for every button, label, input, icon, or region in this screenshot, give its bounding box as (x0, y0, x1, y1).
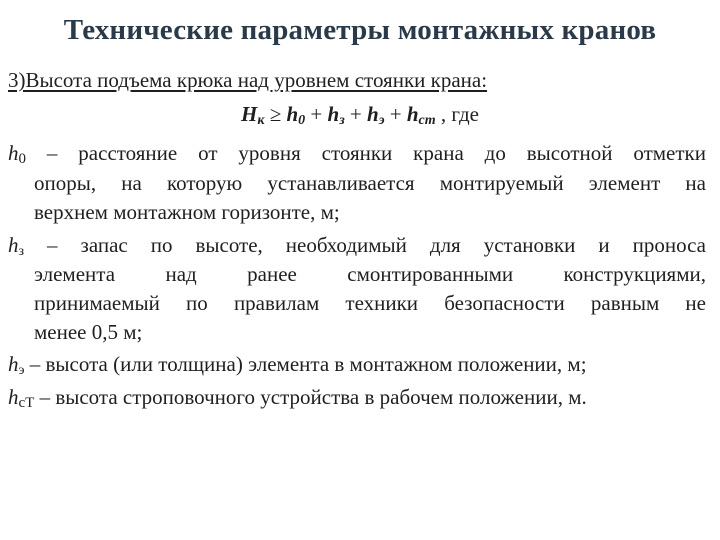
definition-hz-line-2: элемента над ранее смонтированными конструкциями, (34, 262, 706, 286)
definition-h0-text: – расстояние от уровня стоянки крана до высотной отметки (46, 141, 706, 165)
formula-term-he: h (367, 102, 379, 126)
formula-H: H (241, 102, 258, 126)
formula-term-he-subscript: э (378, 113, 385, 128)
formula-term-h0: h (286, 102, 299, 126)
definition-h0-line-1 (8, 141, 706, 168)
definition-h0-line-2: опоры, на которую устанавливается монтируемый элемент на (34, 171, 706, 195)
definition-hst-text: – высота строповочного устройства в рабочем положении, м. (39, 385, 587, 409)
definition-he-text: – высота (или толщина) элемента в монтажном положении, м; (29, 352, 587, 376)
formula-H-subscript: к (257, 113, 265, 128)
definition-he-symbol: h (8, 352, 19, 376)
formula-term-h0-subscript: 0 (298, 113, 306, 128)
formula-plus: + (310, 102, 323, 126)
formula-term-hz: h (327, 102, 340, 126)
definition-hz-line-1 (8, 233, 706, 260)
section-subtitle: 3)Высота подъема крюка над уровнем стоянки крана: (8, 68, 488, 92)
definition-hz-text: – запас по высоте, необходимый для установки и проноса (47, 233, 706, 257)
formula-plus: + (389, 102, 402, 126)
definition-hz-line-4: менее 0,5 м; (34, 320, 143, 344)
formula-term-hz-subscript: з (339, 113, 345, 128)
definition-hst-line-1 (8, 385, 587, 412)
definition-h0-symbol: h (8, 141, 19, 165)
definition-hst-symbol: h (8, 385, 19, 409)
definition-hst-subscript: cT (18, 395, 35, 411)
definition-hz-symbol: h (8, 233, 19, 257)
definition-hz-subscript: з (18, 244, 25, 259)
formula-term-hst: h (406, 102, 419, 126)
slide-title: Технические параметры монтажных кранов (63, 14, 657, 46)
formula-relation: ≥ (269, 102, 282, 126)
formula-plus: + (349, 102, 362, 126)
formula-term-hst-subscript: cт (418, 113, 436, 128)
formula-tail: , где (440, 102, 479, 126)
definition-he-subscript: э (18, 363, 25, 378)
definition-hz-line-3: принимаемый по правилам техники безопасности равным не (34, 291, 706, 315)
definition-he-line-1 (8, 352, 587, 379)
definition-h0-line-3: верхнем монтажном горизонте, м; (34, 200, 340, 224)
definition-h0-subscript: 0 (18, 151, 26, 167)
hook-height-formula (0, 102, 720, 129)
